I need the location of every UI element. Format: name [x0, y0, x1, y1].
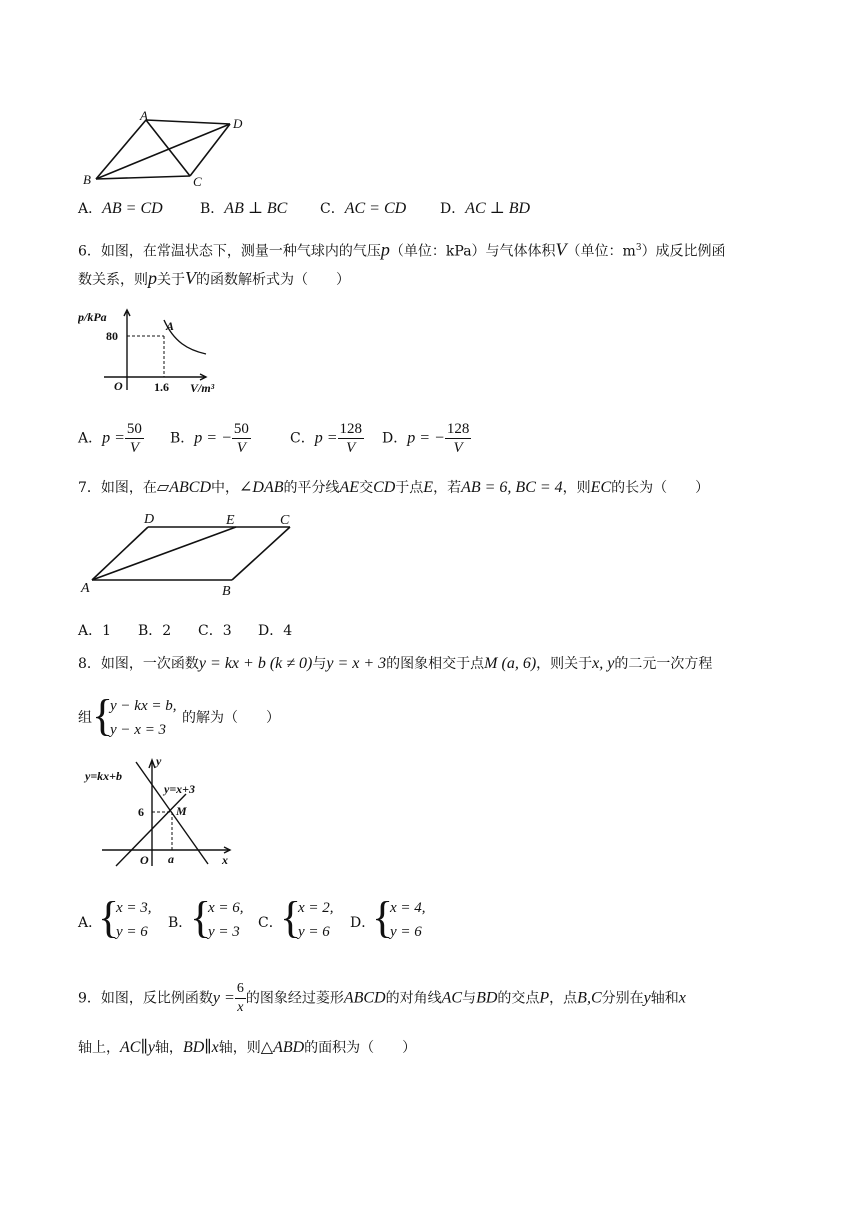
q5-label-D: D	[233, 116, 243, 131]
q8-text-line2-end: 的解为（ ）	[182, 710, 280, 726]
q8-tick-a: a	[168, 852, 174, 866]
q8-tick-6: 6	[138, 805, 144, 819]
q8-option-c-row1: x = 2,	[298, 900, 334, 916]
q8-option-d-row2: y = 6	[390, 924, 422, 940]
q5-label-C: C	[193, 174, 202, 189]
q7-label-E: E	[226, 513, 235, 528]
q7-label-B: B	[222, 584, 231, 599]
q8-linear-functions-graph	[80, 752, 240, 868]
q7-label-C: C	[280, 513, 290, 528]
q7-label-A: A	[81, 581, 90, 596]
q8-option-a-letter[interactable]: A．	[78, 915, 103, 931]
q8-system-eq1: y − kx = b,	[110, 698, 177, 714]
q7-option-c[interactable]: C．3	[198, 623, 232, 639]
q6-origin: O	[114, 379, 123, 393]
q8-option-a-row2: y = 6	[116, 924, 148, 940]
q6-xlabel: V/m³	[190, 381, 215, 395]
q8-origin: O	[140, 853, 149, 867]
q7-text: 7．如图，在▱ABCD中，∠DAB的平分线AE交CD于点E，若AB = 6, BC = 4，则EC的长为（ ）	[78, 479, 710, 496]
q8-option-b-letter[interactable]: B．	[168, 915, 193, 931]
q7-option-a[interactable]: A．1	[78, 623, 112, 639]
q6-tick-80: 80	[106, 329, 118, 343]
q8-line2-label: y=x+3	[164, 782, 196, 796]
q8-option-c-brace: {	[280, 893, 302, 942]
q8-system-brace: {	[92, 691, 114, 740]
q5-parallelogram-figure	[80, 108, 255, 190]
q8-option-c-row2: y = 6	[298, 924, 330, 940]
q8-option-b-brace: {	[190, 893, 212, 942]
q6-point-A: A	[166, 319, 175, 333]
q8-option-b-row1: x = 6,	[208, 900, 244, 916]
q8-text-line1: 8．如图，一次函数y = kx + b (k ≠ 0)与y = x + 3的图象相交于点M (a, 6)，则关于x, y的二元一次方程	[78, 655, 713, 672]
q8-point-M: M	[176, 804, 187, 818]
q8-yaxis-label: y	[156, 754, 162, 768]
q7-option-d[interactable]: D．4	[258, 623, 293, 639]
q7-option-b[interactable]: B．2	[138, 623, 172, 639]
q6-tick-1.6: 1.6	[154, 380, 169, 394]
q7-parallelogram-figure	[78, 510, 308, 600]
q9-text-line1: 9．如图，反比例函数y = $\frac{6}{x}$ 的图象经过菱形ABCD的对角线AC与BD的交点P，点B,C分别在y轴和x	[78, 981, 686, 1015]
q6-ylabel: p/kPa	[78, 310, 107, 324]
q8-option-a-brace: {	[98, 893, 120, 942]
q6-option-a[interactable]: A．p = $\frac{50}{V}$	[78, 421, 142, 456]
q8-option-c-letter[interactable]: C．	[258, 915, 283, 931]
q8-option-d-row1: x = 4,	[390, 900, 426, 916]
q6-option-b[interactable]: B．p = − $\frac{50}{V}$	[170, 421, 249, 456]
q5-label-A: A	[140, 108, 148, 123]
q5-option-c[interactable]: C．AC = CD	[320, 200, 407, 217]
q5-option-d[interactable]: D．AC ⊥ BD	[440, 200, 531, 217]
q8-system-eq2: y − x = 3	[110, 722, 167, 738]
q8-xaxis-label: x	[222, 853, 228, 867]
q8-option-b-row2: y = 3	[208, 924, 240, 940]
q8-option-d-brace: {	[372, 893, 394, 942]
q5-label-B: B	[83, 172, 91, 187]
q5-option-b[interactable]: B．AB ⊥ BC	[200, 200, 288, 217]
q6-text-line2: 数关系，则p关于V的函数解析式为（ ）	[78, 268, 350, 288]
q6-option-c[interactable]: C．p = $\frac{128}{V}$	[290, 421, 363, 456]
q8-option-d-letter[interactable]: D．	[350, 915, 376, 931]
q8-text-line2-start: 组	[78, 710, 92, 726]
q6-text-line1: 6．如图，在常温状态下，测量一种气球内的气压p（单位：kPa）与气体体积V（单位：$m^3$）成反比例函	[78, 239, 726, 260]
q6-pressure-volume-graph	[78, 304, 248, 396]
q8-option-a-row1: x = 3,	[116, 900, 152, 916]
q7-label-D: D	[144, 512, 155, 527]
q6-option-d[interactable]: D．p = − $\frac{128}{V}$	[382, 421, 470, 456]
q8-line1-label: y=kx+b	[85, 769, 123, 783]
q9-text-line2: 轴上，AC∥y轴，BD∥x轴，则△ABD的面积为（ ）	[78, 1039, 417, 1056]
q5-option-a[interactable]: A．AB = CD	[78, 200, 163, 217]
